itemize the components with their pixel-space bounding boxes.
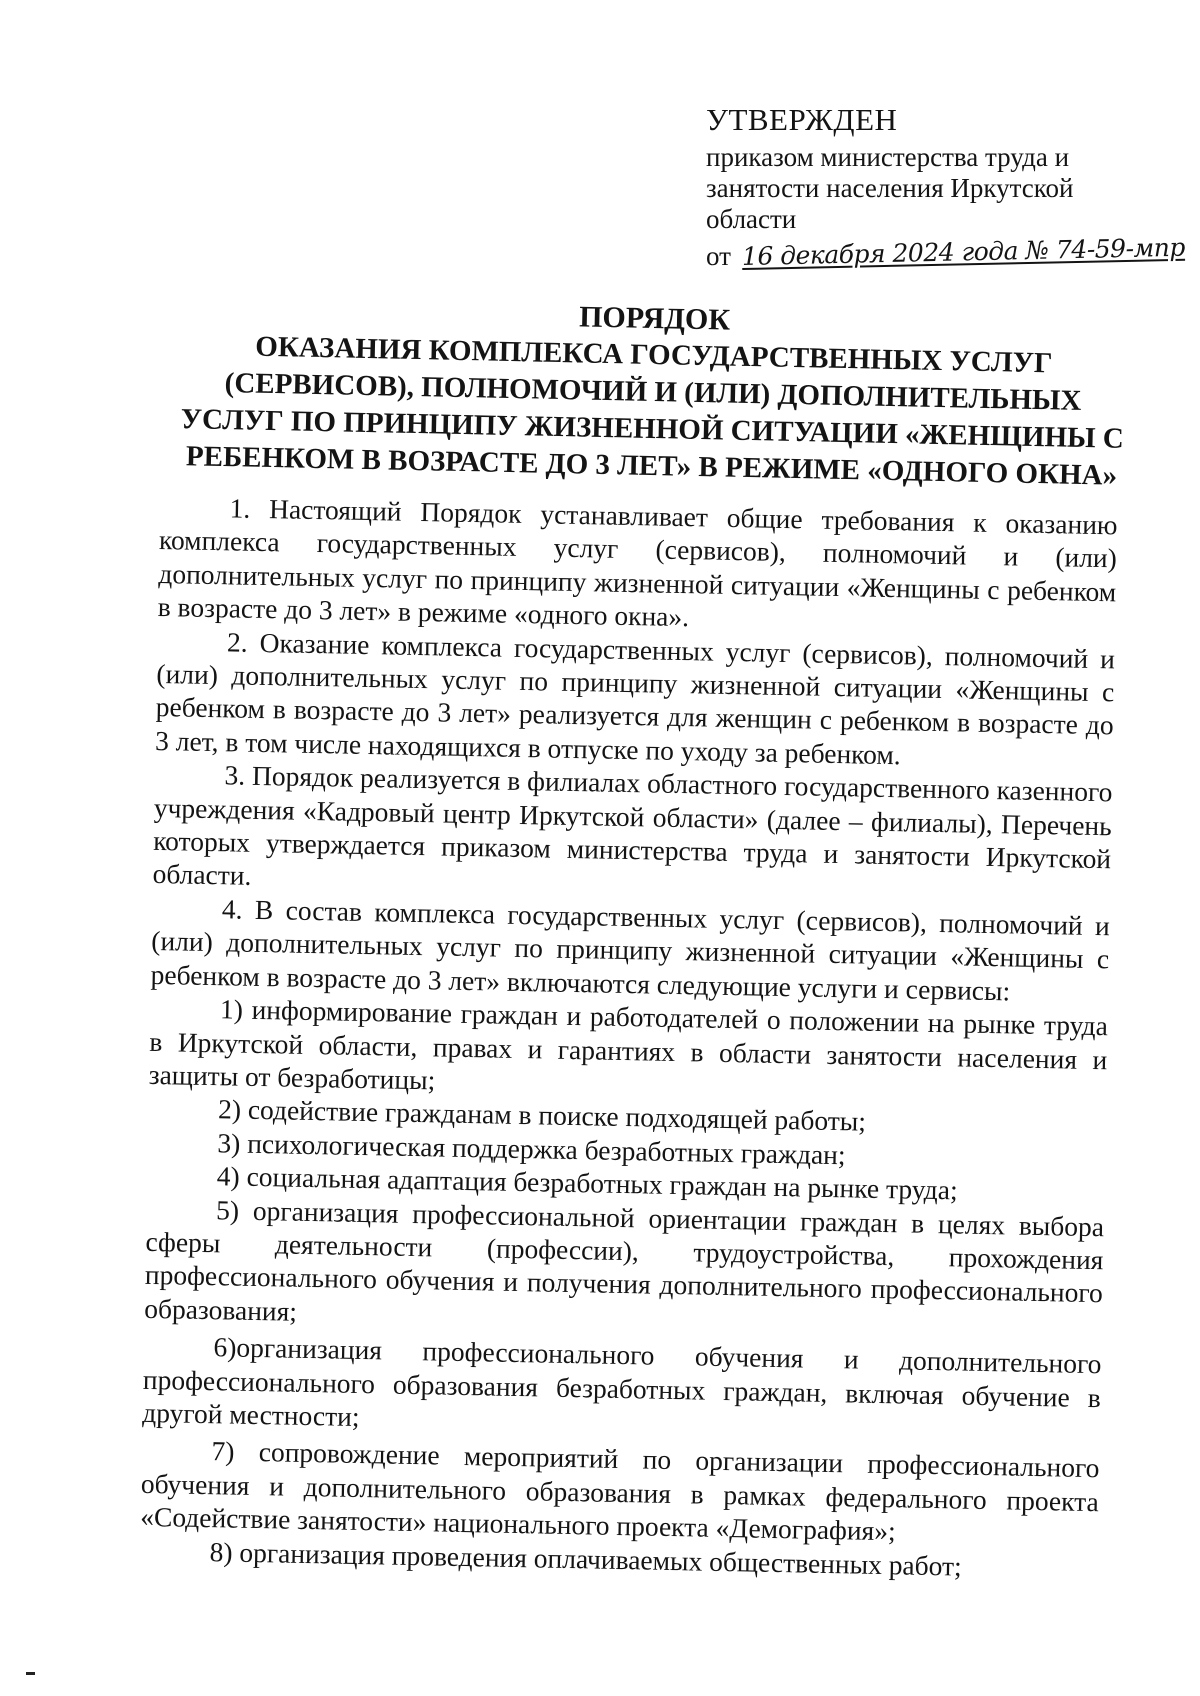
- approval-line: приказом министерства труда и: [706, 142, 1070, 172]
- list-item-2: 2) содействие гражданам в поиске подходящей работы;: [217, 1093, 867, 1137]
- document-body: [139, 490, 1117, 1585]
- approval-line: области: [706, 204, 797, 234]
- list-item-5: 5) организация профессиональной ориентации граждан в целях выбора сферы деятельности (профессии), трудоустройства, прохождения профессионального обучения и получения дополнительного профессионального образования;: [143, 1193, 1105, 1327]
- title-line: ОКАЗАНИЯ КОМПЛЕКСА ГОСУДАРСТВЕННЫХ УСЛУГ: [254, 330, 1053, 380]
- handwritten-order-number: 16 декабря 2024 года № 74-59-мпр: [741, 232, 1185, 271]
- order-date-line: [706, 232, 1185, 272]
- list-item-3: 3) психологическая поддержка безработных граждан;: [217, 1126, 846, 1170]
- title-line: РЕБЕНКОМ В ВОЗРАСТЕ ДО 3 ЛЕТ» В РЕЖИМЕ «ОДНОГО ОКНА»: [185, 440, 1118, 492]
- title-line: УСЛУГ ПО ПРИНЦИПУ ЖИЗНЕННОЙ СИТУАЦИИ «ЖЕНЩИНЫ С: [180, 403, 1125, 455]
- paragraph-4: 4. В состав комплекса государственных услуг (сервисов), полномочий и (или) дополнительных услуг по принципу жизненной ситуации «Женщины с ребенком в возрасте до 3 лет» включаются следующие услуги и сервисы:: [150, 893, 1111, 1007]
- paragraph-1: 1. Настоящий Порядок устанавливает общие требования к оказанию комплекса государственных услуг (сервисов), полномочий и (или) дополнительных услуг по принципу жизненной ситуации «Женщины с ребенком в возрасте до 3 лет» в режиме «одного окна».: [157, 492, 1118, 633]
- title-main: ПОРЯДОК: [578, 300, 731, 337]
- list-item-8: 8) организация проведения оплачиваемых общественных работ;: [209, 1535, 963, 1582]
- list-item-4: 4) социальная адаптация безработных граждан на рынке труда;: [216, 1160, 958, 1206]
- paragraph-2: 2. Оказание комплекса государственных услуг (сервисов), полномочий и (или) дополнительных услуг по принципу жизненной ситуации «Женщины с ребенком в возрасте до 3 лет» реализуется для женщин с ребенком в возрасте до 3 лет, в том числе находящихся в отпуске по уходу за ребенком.: [154, 625, 1116, 771]
- title-line: (СЕРВИСОВ), ПОЛНОМОЧИЙ И (ИЛИ) ДОПОЛНИТЕЛЬНЫХ: [224, 367, 1082, 417]
- document-title: [171, 290, 1135, 495]
- paragraph-3: 3. Порядок реализуется в филиалах областного государственного казенного учреждения «Кадровый центр Иркутской области» (далее – филиалы), Перечень которых утверждается приказом министерства труда и занятости Иркутской области.: [152, 759, 1113, 892]
- approved-heading: УТВЕРЖДЕН: [706, 102, 898, 137]
- from-prefix: от: [706, 241, 731, 271]
- approval-block: [706, 102, 1185, 272]
- list-item-1: 1) информирование граждан и работодателей о положении на рынке труда в Иркутской области, правах и гарантиях в области занятости населения и защиты от безработицы;: [148, 993, 1109, 1096]
- approval-line: занятости населения Иркутской: [706, 173, 1074, 203]
- list-item-7: 7) сопровождение мероприятий по организации профессионального обучения и дополнительного образования в рамках федерального проекта «Содействие занятости» национального проекта «Демография»;: [139, 1435, 1100, 1547]
- scan-mark: [26, 1672, 35, 1675]
- list-item-6: 6)организация профессионального обучения и дополнительного профессионального образования безработных граждан, включая обучение в другой местности;: [141, 1331, 1102, 1432]
